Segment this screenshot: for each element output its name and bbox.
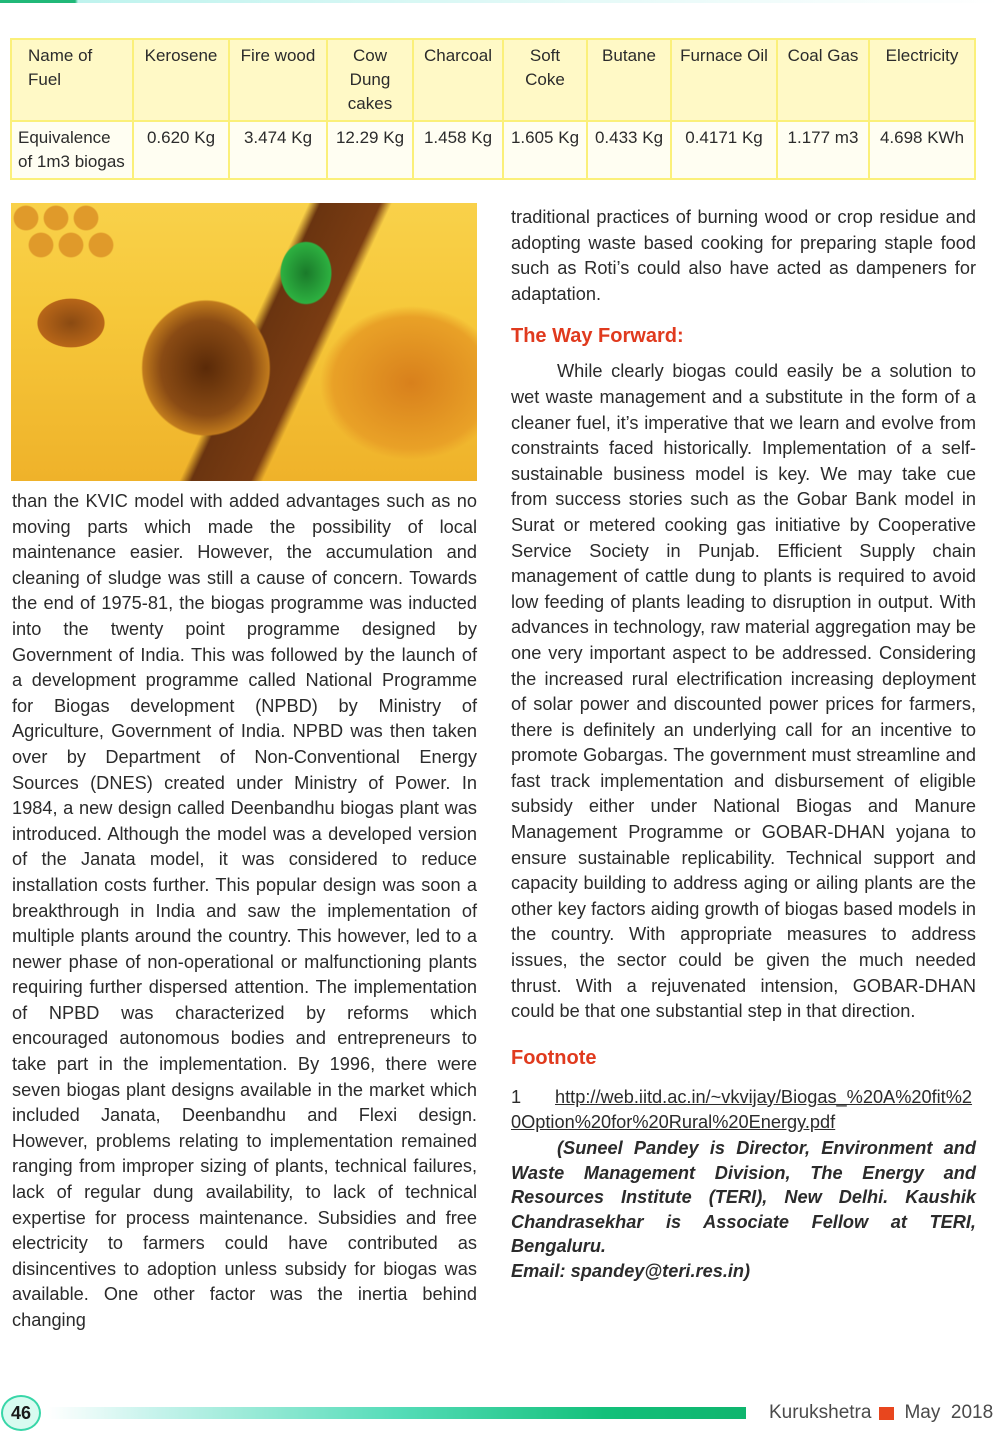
body-paragraph: While clearly biogas could easily be a solution to wet waste management and a substitute in the form of a cleaner fuel, it’s imperative that we learn and evolve from constraints faced historically. Implementation of a self-sustainable business model is key. We may take cue from success stories such as the Gobar Bank model in Surat or metered cooking gas initiative by Cooperative Service Society in Punjab. Efficient Supply chain management of cattle dung to plants is required to avoid low feeding of plants leading to disruption in output. With advances in technology, raw material aggregation may be one very important aspect to be addressed. Considering the increased rural electrification increasing deployment of solar power and discounted power prices for farmers, there is definitely an underlying call for an incentive to promote Gobargas. The government must streamline and fast track implementation and disbursement of eligible subsidy either under National Biogas and Manure Management Programme or GOBAR-DHAN yojana to ensure sustainable replicability. Technical support and capacity building to address aging or ailing plants are the other key factors aiding growth of biogas based models in the country. With appropriate measures to address issues, the sector could be given the much needed thrust. With a rejuvenated intension, GOBAR-DHAN could be that one substantial step in that direction.	[511, 361, 976, 1022]
table-header-row	[11, 39, 975, 121]
footnote-link[interactable]: http://web.iitd.ac.in/~vkvijay/Biogas_%20A%20fit%20Option%20for%20Rural%20Energy.pdf	[511, 1086, 973, 1133]
footer-publication	[769, 1402, 993, 1424]
value-cell: 1.177 m3	[777, 121, 869, 179]
author-email: Email: spandey@teri.res.in)	[511, 1260, 751, 1281]
square-separator-icon	[879, 1407, 894, 1420]
section-heading-footnote: Footnote	[511, 1046, 597, 1069]
header-cell: Butane	[587, 39, 671, 121]
magazine-name: Kurukshetra	[769, 1402, 872, 1423]
right-column	[511, 205, 976, 1284]
left-column	[12, 489, 477, 1334]
fuel-equivalence-table	[10, 38, 976, 180]
footnote-number: 1	[511, 1086, 522, 1107]
value-cell: 0.620 Kg	[133, 121, 229, 179]
header-cell: Electricity	[869, 39, 975, 121]
header-cell: Charcoal	[413, 39, 503, 121]
value-cell: 3.474 Kg	[229, 121, 327, 179]
footer-gradient-bar	[48, 1407, 746, 1419]
body-paragraph: than the KVIC model with added advantages such as no moving parts which made the possibility of local maintenance easier. However, the accumulation and cleaning of sludge was still a cause of concern. Towards the end of 1975-81, the biogas programme was inducted into the twenty point programme designed by Government of India. This was followed by the launch of a development programme called National Programme for Biogas development (NPBD) by Ministry of Agriculture, Government of India. NPBD was then taken over by Department of Non-Conventional Energy Sources (DNES) created under Ministry of Power. In 1984, a new design called Deenbandhu biogas plant was introduced. Although the model was a developed version of the Janata model, it was considered to reduce installation costs further. This popular design was soon a breakthrough in India and saw the implementation of multiple plants around the country. This however, led to a newer phase of non-operational or malfunctioning plants requiring further dispersed attention. The implementation of NPBD was characterized by reforms which encouraged autonomous bodies and entrepreneurs to take part in the implementation. By 1996, there were seven biogas plant designs available in the market which included Janata, Deenbandhu and Flexi design. However, problems relating to implementation remained ranging from improper sizing of plants, technical failures, lack of regular dung availability, to lack of technical expertise for process maintenance. Subsidies and free electricity to farmers could have contributed as disincentives to adoption unless subsidy for biogas was available. One other factor was the inertia behind changing	[12, 491, 477, 1330]
header-cell: Kerosene	[133, 39, 229, 121]
header-cell: Soft Coke	[503, 39, 587, 121]
value-cell: 0.4171 Kg	[671, 121, 777, 179]
header-cell: Fire wood	[229, 39, 327, 121]
header-cell: Cow Dung cakes	[327, 39, 413, 121]
header-cell: Name of Fuel	[11, 39, 133, 121]
header-cell: Furnace Oil	[671, 39, 777, 121]
footnote-item	[511, 1085, 976, 1136]
value-cell: 1.605 Kg	[503, 121, 587, 179]
dung-cake-photo	[11, 203, 477, 481]
issue-date: May 2018	[904, 1402, 994, 1423]
value-cell: 1.458 Kg	[413, 121, 503, 179]
value-cell: 4.698 KWh	[869, 121, 975, 179]
dung-cakes-decoration	[11, 203, 121, 258]
value-cell: 0.433 Kg	[587, 121, 671, 179]
author-bio-text: (Suneel Pandey is Director, Environment and Waste Management Division, The Energy and Resources Institute (TERI), New Delhi. Kaushik Chandrasekhar is Associate Fellow at TERI, Bengaluru.	[511, 1138, 976, 1257]
page-number-badge: 46	[1, 1395, 41, 1431]
value-cell: 12.29 Kg	[327, 121, 413, 179]
table-row	[11, 121, 975, 179]
body-paragraph: traditional practices of burning wood or crop residue and adopting waste based cooking for preparing staple food such as Roti’s could also have acted as dampeners for adaptation.	[511, 207, 976, 304]
section-heading-way-forward: The Way Forward:	[511, 325, 684, 348]
row-label-cell: Equivalence of 1m3 biogas	[11, 121, 133, 179]
author-bio	[511, 1136, 976, 1284]
top-accent-bar	[0, 0, 1000, 3]
header-cell: Coal Gas	[777, 39, 869, 121]
